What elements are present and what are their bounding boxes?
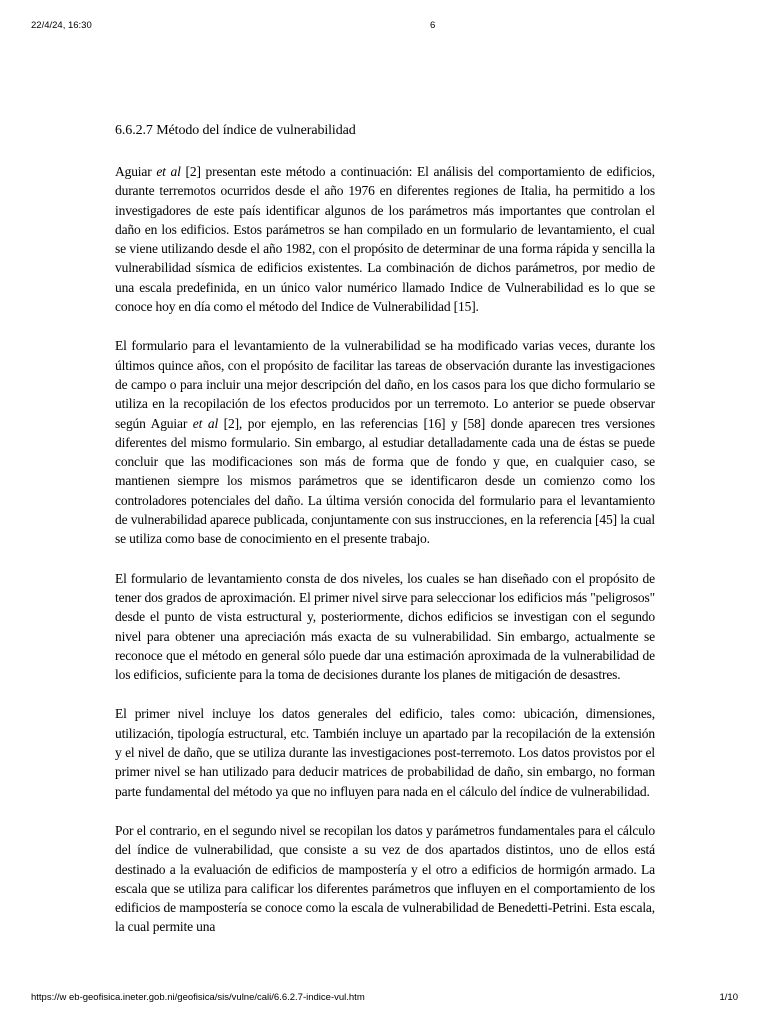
print-page-count: 1/10	[719, 992, 738, 1003]
section-heading: 6.6.2.7 Método del índice de vulnerabilidad	[115, 123, 356, 138]
paragraph-2	[115, 336, 655, 548]
paragraph-1-emphasis: et al	[156, 164, 181, 179]
print-footer	[0, 991, 768, 1005]
print-datetime: 22/4/24, 16:30	[31, 20, 92, 31]
print-page-title: 6	[430, 20, 436, 31]
paragraph-2-text-a: El formulario para el levantamiento de la vulnerabilidad se ha modificado varias veces, durante los últimos quince años, con el propósito de facilitar las tareas de observación durante las investigaciones de campo o para incluir una mejor descripción del daño, en los casos para los que dicho formulario se utiliza en la recopilación de los efectos producidos por un terremoto. Lo anterior se puede observar según Aguiar	[115, 338, 655, 431]
paragraph-1-text-b: [2] presentan este método a continuación: El análisis del comportamiento de edificios, durante terremotos ocurridos desde el año 1976 en diferentes regiones de Italia, ha permitido a los investigadores de este país identificar algunos de los parámetros más importantes que controlan el daño en los edificios. Estos parámetros se han compilado en un formulario de levantamiento, el cual se viene utilizando desde el año 1982, con el propósito de determinar de una forma rápida y sencilla la vulnerabilidad sísmica de edificios existentes. La combinación de dichos parámetros, por medio de una escala predefinida, en un único valor numérico llamado Indice de Vulnerabilidad es lo que se conoce hoy en día como el método del Indice de Vulnerabilidad [15].	[115, 164, 655, 315]
print-url: https://w eb-geofisica.ineter.gob.ni/geofisica/sis/vulne/cali/6.6.2.7-indice-vul.htm	[31, 992, 365, 1003]
paragraph-4: El primer nivel incluye los datos generales del edificio, tales como: ubicación, dimensiones, utilización, tipología estructural, etc. También incluye un apartado par la recopilación de la extensión y el nivel de daño, que se utiliza durante las investigaciones post-terremoto. Los datos provistos por el primer nivel se han utilizado para deducir matrices de probabilidad de daño, sin embargo, no forman parte fundamental del método ya que no influyen para nada en el cálculo del índice de vulnerabilidad.	[115, 706, 655, 799]
paragraph-2-text-b: [2], por ejemplo, en las referencias [16] y [58] donde aparecen tres versiones diferentes del mismo formulario. Sin embargo, al estudiar detalladamente cada una de éstas se puede concluir que las modificaciones son más de forma que de fondo y que, en cualquier caso, se mantienen siempre los mismos parámetros que se identificaron desde un comienzo como los controladores potenciales del daño. La última versión conocida del formulario para el levantamiento de vulnerabilidad aparece publicada, conjuntamente con sus instrucciones, en la referencia [45] la cual se utiliza como base de conocimiento en el presente trabajo.	[115, 415, 655, 547]
paragraph-5: Por el contrario, en el segundo nivel se recopilan los datos y parámetros fundamentales para el cálculo del índice de vulnerabilidad, que consiste a su vez de dos apartados distintos, uno de ellos está destinado a la evaluación de edificios de mampostería y el otro a edificios de hormigón armado. La escala que se utiliza para calificar los diferentes parámetros que influyen en el comportamiento de los edificios de mampostería se conoce como la escala de vulnerabilidad de Benedetti-Petrini. Esta escala, la cual permite una	[115, 822, 655, 935]
print-header	[0, 19, 768, 33]
document-body	[115, 121, 655, 957]
paragraph-3: El formulario de levantamiento consta de dos niveles, los cuales se han diseñado con el propósito de tener dos grados de aproximación. El primer nivel sirve para seleccionar los edificios más "peligrosos" desde el punto de vista estructural y, posteriormente, dichos edificios se investigan con el segundo nivel para obtener una apreciación más exacta de su vulnerabilidad. Sin embargo, actualmente se reconoce que el método en general sólo puede dar una estimación aproximada de la vulnerabilidad de los edificios, suficiente para la toma de decisiones durante los planes de mitigación de desastres.	[115, 570, 655, 683]
paragraph-2-emphasis: et al	[192, 415, 219, 431]
paragraph-1-text-a: Aguiar	[115, 164, 157, 179]
paragraph-1	[115, 162, 655, 316]
